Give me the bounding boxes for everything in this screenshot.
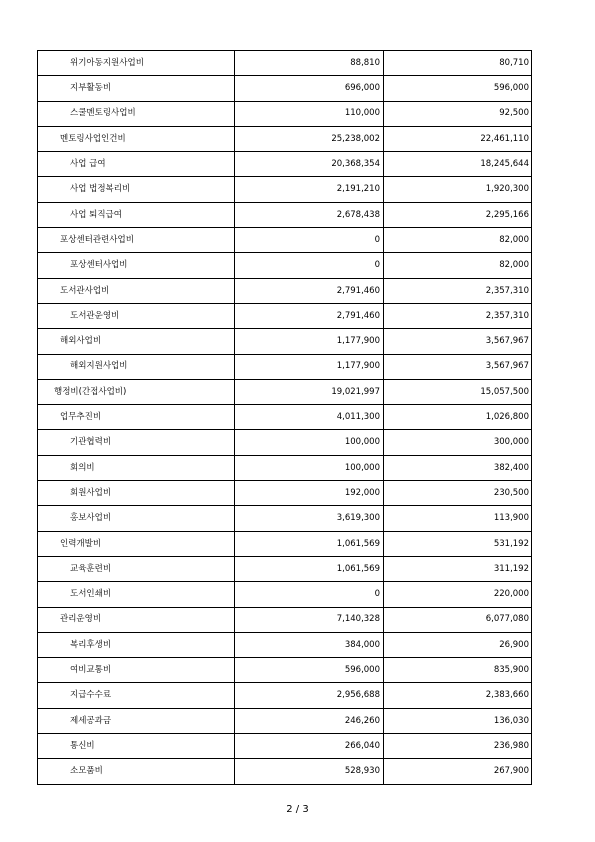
previous-amount-cell: 136,030	[384, 708, 532, 733]
account-label: 관리운영비	[38, 607, 235, 632]
current-amount-cell: 2,791,460	[235, 278, 384, 303]
account-label: 해외지원사업비	[38, 354, 235, 379]
table-row	[38, 354, 532, 379]
previous-amount-cell: 2,357,310	[384, 278, 532, 303]
table-row	[38, 683, 532, 708]
account-label: 도서인쇄비	[38, 582, 235, 607]
table-row	[38, 177, 532, 202]
current-amount-cell: 596,000	[235, 658, 384, 683]
table-row	[38, 506, 532, 531]
previous-amount-cell: 3,567,967	[384, 329, 532, 354]
account-label: 도서관사업비	[38, 278, 235, 303]
table-row	[38, 556, 532, 581]
table-row	[38, 202, 532, 227]
table-row	[38, 303, 532, 328]
previous-amount-cell: 2,357,310	[384, 303, 532, 328]
previous-amount-cell: 113,900	[384, 506, 532, 531]
previous-amount-cell: 1,026,800	[384, 405, 532, 430]
table-row	[38, 708, 532, 733]
previous-amount-cell: 22,461,110	[384, 126, 532, 151]
account-label: 지급수수료	[38, 683, 235, 708]
account-label: 사업 퇴직급여	[38, 202, 235, 227]
current-amount-cell: 100,000	[235, 430, 384, 455]
current-amount-cell: 2,956,688	[235, 683, 384, 708]
table-row	[38, 455, 532, 480]
table-row	[38, 51, 532, 76]
current-amount-cell: 2,678,438	[235, 202, 384, 227]
account-label: 홍보사업비	[38, 506, 235, 531]
current-amount-cell: 2,191,210	[235, 177, 384, 202]
account-label: 사업 급여	[38, 152, 235, 177]
previous-amount-cell: 82,000	[384, 228, 532, 253]
current-amount-cell: 88,810	[235, 51, 384, 76]
account-label: 행정비(간접사업비)	[38, 379, 235, 404]
previous-amount-cell: 835,900	[384, 658, 532, 683]
table-row	[38, 582, 532, 607]
current-amount-cell: 4,011,300	[235, 405, 384, 430]
current-amount-cell: 696,000	[235, 76, 384, 101]
previous-amount-cell: 26,900	[384, 632, 532, 657]
account-label: 소모품비	[38, 759, 235, 784]
current-amount-cell: 246,260	[235, 708, 384, 733]
account-label: 지부활동비	[38, 76, 235, 101]
previous-amount-cell: 1,920,300	[384, 177, 532, 202]
current-amount-cell: 1,177,900	[235, 354, 384, 379]
previous-amount-cell: 220,000	[384, 582, 532, 607]
account-label: 포상센터사업비	[38, 253, 235, 278]
current-amount-cell: 1,177,900	[235, 329, 384, 354]
table-row	[38, 481, 532, 506]
current-amount-cell: 2,791,460	[235, 303, 384, 328]
current-amount-cell: 192,000	[235, 481, 384, 506]
table-row	[38, 329, 532, 354]
table-row	[38, 658, 532, 683]
previous-amount-cell: 3,567,967	[384, 354, 532, 379]
account-label: 스쿨멘토링사업비	[38, 101, 235, 126]
budget-table-body	[38, 51, 532, 785]
account-label: 제세공과금	[38, 708, 235, 733]
previous-amount-cell: 80,710	[384, 51, 532, 76]
account-label: 회의비	[38, 455, 235, 480]
current-amount-cell: 0	[235, 228, 384, 253]
table-row	[38, 531, 532, 556]
previous-amount-cell: 382,400	[384, 455, 532, 480]
table-row	[38, 430, 532, 455]
account-label: 멘토링사업인건비	[38, 126, 235, 151]
current-amount-cell: 19,021,997	[235, 379, 384, 404]
current-amount-cell: 384,000	[235, 632, 384, 657]
previous-amount-cell: 236,980	[384, 734, 532, 759]
current-amount-cell: 3,619,300	[235, 506, 384, 531]
account-label: 사업 법정복리비	[38, 177, 235, 202]
previous-amount-cell: 230,500	[384, 481, 532, 506]
previous-amount-cell: 15,057,500	[384, 379, 532, 404]
table-row	[38, 734, 532, 759]
previous-amount-cell: 311,192	[384, 556, 532, 581]
account-label: 인력개발비	[38, 531, 235, 556]
account-label: 해외사업비	[38, 329, 235, 354]
previous-amount-cell: 92,500	[384, 101, 532, 126]
previous-amount-cell: 18,245,644	[384, 152, 532, 177]
current-amount-cell: 100,000	[235, 455, 384, 480]
account-label: 도서관운영비	[38, 303, 235, 328]
account-label: 여비교통비	[38, 658, 235, 683]
current-amount-cell: 266,040	[235, 734, 384, 759]
account-label: 위기아동지원사업비	[38, 51, 235, 76]
table-row	[38, 405, 532, 430]
previous-amount-cell: 531,192	[384, 531, 532, 556]
previous-amount-cell: 6,077,080	[384, 607, 532, 632]
current-amount-cell: 20,368,354	[235, 152, 384, 177]
table-row	[38, 152, 532, 177]
current-amount-cell: 25,238,002	[235, 126, 384, 151]
previous-amount-cell: 2,383,660	[384, 683, 532, 708]
account-label: 회원사업비	[38, 481, 235, 506]
table-row	[38, 379, 532, 404]
table-row	[38, 101, 532, 126]
table-row	[38, 759, 532, 784]
current-amount-cell: 528,930	[235, 759, 384, 784]
account-label: 통신비	[38, 734, 235, 759]
current-amount-cell: 1,061,569	[235, 556, 384, 581]
current-amount-cell: 7,140,328	[235, 607, 384, 632]
account-label: 복리후생비	[38, 632, 235, 657]
table-row	[38, 228, 532, 253]
previous-amount-cell: 82,000	[384, 253, 532, 278]
account-label: 업무추진비	[38, 405, 235, 430]
table-row	[38, 76, 532, 101]
account-label: 교육훈련비	[38, 556, 235, 581]
previous-amount-cell: 267,900	[384, 759, 532, 784]
table-row	[38, 253, 532, 278]
current-amount-cell: 0	[235, 582, 384, 607]
page-number: 2 / 3	[286, 804, 309, 815]
current-amount-cell: 1,061,569	[235, 531, 384, 556]
previous-amount-cell: 2,295,166	[384, 202, 532, 227]
previous-amount-cell: 300,000	[384, 430, 532, 455]
account-label: 포상센터관련사업비	[38, 228, 235, 253]
table-row	[38, 632, 532, 657]
current-amount-cell: 0	[235, 253, 384, 278]
previous-amount-cell: 596,000	[384, 76, 532, 101]
current-amount-cell: 110,000	[235, 101, 384, 126]
table-row	[38, 126, 532, 151]
account-label: 기관협력비	[38, 430, 235, 455]
budget-table	[37, 50, 532, 785]
table-row	[38, 278, 532, 303]
table-row	[38, 607, 532, 632]
